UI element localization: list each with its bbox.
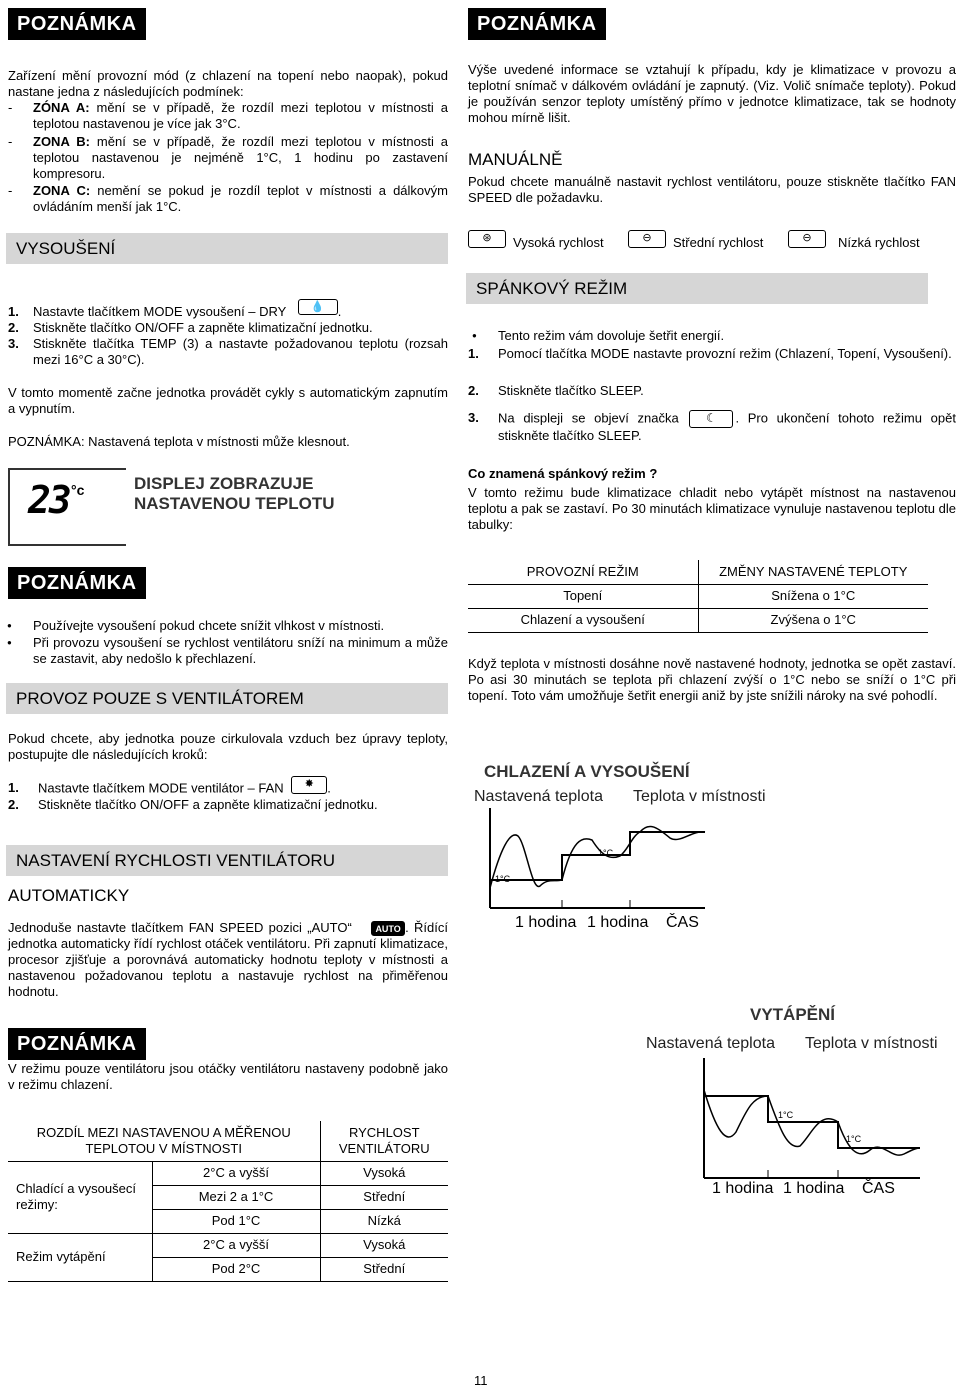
step-end: .: [337, 304, 342, 319]
dry-paragraph: V tomto momentě začne jednotka provádět cykly s automatickým zapnutím a vypnutím.: [8, 385, 448, 416]
step-number: 1.: [8, 304, 19, 319]
table-cell: Snížena o 1°C: [698, 584, 928, 608]
note-tag: POZNÁMKA: [8, 567, 146, 599]
auto-paragraph: [8, 920, 448, 1000]
fan-speed-options: [468, 230, 958, 254]
speed-label: Střední rychlost: [673, 235, 764, 250]
step-text: Nastavte tlačítkem MODE vysoušení – DRY: [33, 304, 287, 319]
table-cell: 2°C a vyšší: [152, 1233, 320, 1257]
dry-step-3: [8, 336, 448, 368]
sleep-step-2: [468, 383, 956, 399]
subsection-title-auto: AUTOMATICKY: [8, 886, 130, 905]
note-text: V režimu pouze ventilátoru jsou otáčky ventilátoru nastaveny podobně jako v režimu chlazení.: [8, 1061, 448, 1092]
auto-text: . Řídící jednotka automaticky řídí rychlost otáček ventilátoru. Při zapnutí klimatizace, procesor zjišťuje a porovnává automaticky hodnotu teploty v místnosti a nastavenou požadovanou teplotu a nastavuje rychlost na přiměřenou hodnotu.: [8, 920, 448, 1000]
dry-step-1: [8, 300, 448, 321]
table-cell: Pod 2°C: [152, 1257, 320, 1281]
table-cell: 2°C a vyšší: [152, 1161, 320, 1185]
zone-desc: nemění se pokud je rozdíl teplot v místnosti a dálkovým ovládáním menší jak 1°C.: [33, 183, 448, 214]
deg-label-2: 1°C: [846, 1134, 862, 1144]
display-caption-line: NASTAVENOU TEPLOTU: [134, 494, 335, 513]
zone-desc: mění se v případě, že rozdíl mezi teplotou v místnosti a teplotou nastavenou je nejméně 1°C, 1 hodinu po zastavení kompresoru.: [33, 134, 448, 181]
graph-label: Teplota v místnosti: [805, 1035, 938, 1052]
display-digits: 23: [28, 478, 70, 522]
list-item: ● Při provozu vysoušení se rychlost ventilátoru sníží na minimum a může se zastavit, aby nedošlo k přechlazení.: [33, 635, 448, 667]
graph-label: Nastavená teplota: [646, 1035, 775, 1052]
table-cell: Topení: [468, 584, 698, 608]
step-number: 1.: [468, 346, 479, 361]
step-end: .: [327, 780, 331, 796]
x-label: 1 hodina: [783, 1180, 845, 1197]
sleep-step-3: [468, 410, 956, 444]
display-illustration: [8, 468, 448, 548]
step-text-part: . Pro ukončení tohoto režimu opět stiskněte tlačítko SLEEP.: [498, 410, 956, 443]
zone-c: [8, 183, 448, 215]
zone-a: [8, 100, 448, 132]
step-text: Stiskněte tlačítka TEMP (3) a nastavte požadovanou teplotu (rozsah mezi 16°C a 30°C).: [33, 336, 448, 367]
fan-step-1: [8, 780, 448, 798]
note-intro: Zařízení mění provozní mód (z chlazení na topení nebo naopak), pokud nastane jedna z následujících podmínek:: [8, 68, 448, 99]
step-text: Stiskněte tlačítko ON/OFF a zapněte klimatizační jednotku.: [33, 320, 373, 335]
dash: -: [8, 100, 13, 115]
cooling-graph: [470, 760, 956, 940]
table-header: ZMĚNY NASTAVENÉ TEPLOTY: [698, 560, 928, 584]
table-row: [8, 1161, 448, 1185]
step-text: Pomocí tlačítka MODE nastavte provozní režim (Chlazení, Topení, Vysoušení).: [498, 346, 952, 361]
table-group: Režim vytápění: [8, 1233, 152, 1281]
section-title-dry: VYSOUŠENÍ: [6, 233, 448, 264]
x-label: ČAS: [666, 914, 699, 931]
table-row: [468, 584, 928, 608]
table-row: [8, 1121, 448, 1161]
table-cell: Vysoká: [320, 1233, 448, 1257]
list-item: ● Tento režim vám dovoluje šetřit energií.: [498, 328, 956, 344]
setpoint-line: [704, 1096, 920, 1148]
step-number: 3.: [8, 336, 19, 351]
sleep-moon-icon: ☾: [689, 410, 733, 428]
sleep-table: [468, 560, 928, 633]
step-text: [498, 410, 956, 444]
section-title-fan-speed: NASTAVENÍ RYCHLOSTI VENTILÁTORU: [6, 845, 448, 876]
auto-icon: AUTO: [371, 921, 405, 936]
fan-speed-table: [8, 1121, 448, 1282]
section-title-fan-only: PROVOZ POUZE S VENTILÁTOREM: [6, 683, 448, 714]
table-row: [8, 1233, 448, 1257]
speed-label: Vysoká rychlost: [513, 235, 604, 250]
step-number: 2.: [468, 383, 479, 398]
display-unit: °c: [71, 482, 85, 498]
dry-note: POZNÁMKA: Nastavená teplota v místnosti může klesnout.: [8, 434, 350, 449]
table-cell: Chlazení a vysoušení: [468, 608, 698, 632]
heating-graph-svg: [620, 1000, 956, 1200]
step-text-part: Na displeji se objeví značka: [498, 410, 679, 426]
fan-only-intro: Pokud chcete, aby jednotka pouze cirkulovala vzduch bez úpravy teploty, postupujte dle následujících kroků:: [8, 731, 448, 762]
step-number: 2.: [8, 797, 19, 812]
fan-mode-icon: ✸: [291, 776, 327, 794]
dry-step-2: [8, 320, 448, 336]
auto-text: Jednoduše nastavte tlačítkem FAN SPEED pozici „AUTO“: [8, 920, 352, 935]
sleep-after-text: Když teplota v místnosti dosáhne nově nastavené hodnoty, jednotka se opět zastaví. Po asi 30 minutách se teplota při chlazení zvýší o 1°C nebo se sníží o 1°C při topení. Toto vám umožňuje šetřit energii aniž by jste snížili nároky na své pohodlí.: [468, 656, 956, 703]
graph-title: VYTÁPĚNÍ: [750, 1005, 836, 1024]
zone-text: [33, 100, 448, 132]
note-tag: POZNÁMKA: [8, 8, 146, 40]
zone-desc: mění se v případě, že rozdíl mezi teplotou v místnosti a teplotou nastavenou je více jak 3°C.: [33, 100, 448, 131]
page-number: 11: [474, 1373, 488, 1387]
table-cell: Pod 1°C: [152, 1209, 320, 1233]
table-header: PROVOZNÍ REŽIM: [468, 560, 698, 584]
table-row: [468, 608, 928, 632]
zone-label: ZONA C:: [33, 183, 91, 198]
x-label: 1 hodina: [515, 914, 577, 931]
step-text: Stiskněte tlačítko SLEEP.: [498, 383, 644, 398]
zone-label: ZONA B:: [33, 134, 90, 149]
zone-text: [33, 134, 448, 182]
note-tag: POZNÁMKA: [468, 8, 606, 40]
table-header: RYCHLOST VENTILÁTORU: [320, 1121, 448, 1161]
table-cell: Zvýšena o 1°C: [698, 608, 928, 632]
table-cell: Vysoká: [320, 1161, 448, 1185]
step-number: 1.: [8, 780, 19, 796]
zone-text: [33, 183, 448, 215]
manual-text: Pokud chcete manuálně nastavit rychlost ventilátoru, pouze stiskněte tlačítko FAN SPEED dle požadavku.: [468, 174, 956, 205]
graph-title: CHLAZENÍ A VYSOUŠENÍ: [484, 762, 690, 781]
step-text: Stiskněte tlačítko ON/OFF a zapněte klimatizační jednotku.: [38, 797, 378, 812]
subsection-title-manual: MANUÁLNĚ: [468, 150, 563, 169]
sleep-answer: V tomto režimu bude klimatizace chladit nebo vytápět místnost na nastavenou teplotu a pak se zastaví. Po 30 minutách klimatizace vynuluje nastavenou teplotu dle tabulky:: [468, 485, 956, 532]
deg-label-1: 1°C: [778, 1110, 794, 1120]
graph-label: Nastavená teplota: [474, 788, 603, 805]
step-text: Nastavte tlačítkem MODE ventilátor – FAN: [38, 780, 284, 796]
x-label: ČAS: [862, 1180, 895, 1197]
table-cell: Nízká: [320, 1209, 448, 1233]
dry-mode-icon: 💧: [298, 299, 338, 315]
list-item: ● Používejte vysoušení pokud chcete snížit vlhkost v místnosti.: [33, 618, 448, 634]
fan-low-icon: ⊖: [788, 230, 826, 248]
graph-label: Teplota v místnosti: [633, 788, 766, 805]
table-group: Chladící a vysoušecí režimy:: [8, 1161, 152, 1233]
deg-label-2: 1°C: [598, 848, 614, 858]
fan-step-2: [8, 797, 448, 813]
table-cell: Střední: [320, 1185, 448, 1209]
step-number: 3.: [468, 410, 479, 425]
cooling-graph-svg: [470, 760, 956, 940]
table-cell: Střední: [320, 1257, 448, 1281]
zone-b: [8, 134, 448, 182]
display-caption-line: DISPLEJ ZOBRAZUJE: [134, 474, 314, 493]
zone-label: ZÓNA A:: [33, 100, 90, 115]
table-cell: Mezi 2 a 1°C: [152, 1185, 320, 1209]
section-title-sleep: SPÁNKOVÝ REŽIM: [466, 273, 928, 304]
dash: -: [8, 134, 13, 149]
speed-label: Nízká rychlost: [838, 235, 920, 250]
x-label: 1 hodina: [587, 914, 649, 931]
note-text: Výše uvedené informace se vztahují k případu, kdy je klimatizace v provozu a teplotní snímač v dálkovém ovládání je zapnutý. (Viz. Volič snímače teploty). Pokud je používán senzor teploty umístěný přímo v jednotce klimatizace, tak se hodnoty mohou mírně lišit.: [468, 62, 956, 125]
heating-graph: [620, 1000, 956, 1200]
display-caption: [134, 474, 335, 514]
note-tag: POZNÁMKA: [8, 1028, 146, 1060]
x-label: 1 hodina: [712, 1180, 774, 1197]
dash: -: [8, 183, 13, 198]
fan-medium-icon: ⊖: [628, 230, 666, 248]
deg-label-1: 1°C: [495, 874, 511, 884]
table-row: [468, 560, 928, 584]
step-number: 2.: [8, 320, 19, 335]
fan-high-icon: ⊛: [468, 230, 506, 248]
sleep-question: Co znamená spánkový režim ?: [468, 466, 658, 481]
sleep-step-1: [468, 346, 956, 362]
table-header: ROZDÍL MEZI NASTAVENOU A MĚŘENOU TEPLOTOU V MÍSTNOSTI: [8, 1121, 320, 1161]
